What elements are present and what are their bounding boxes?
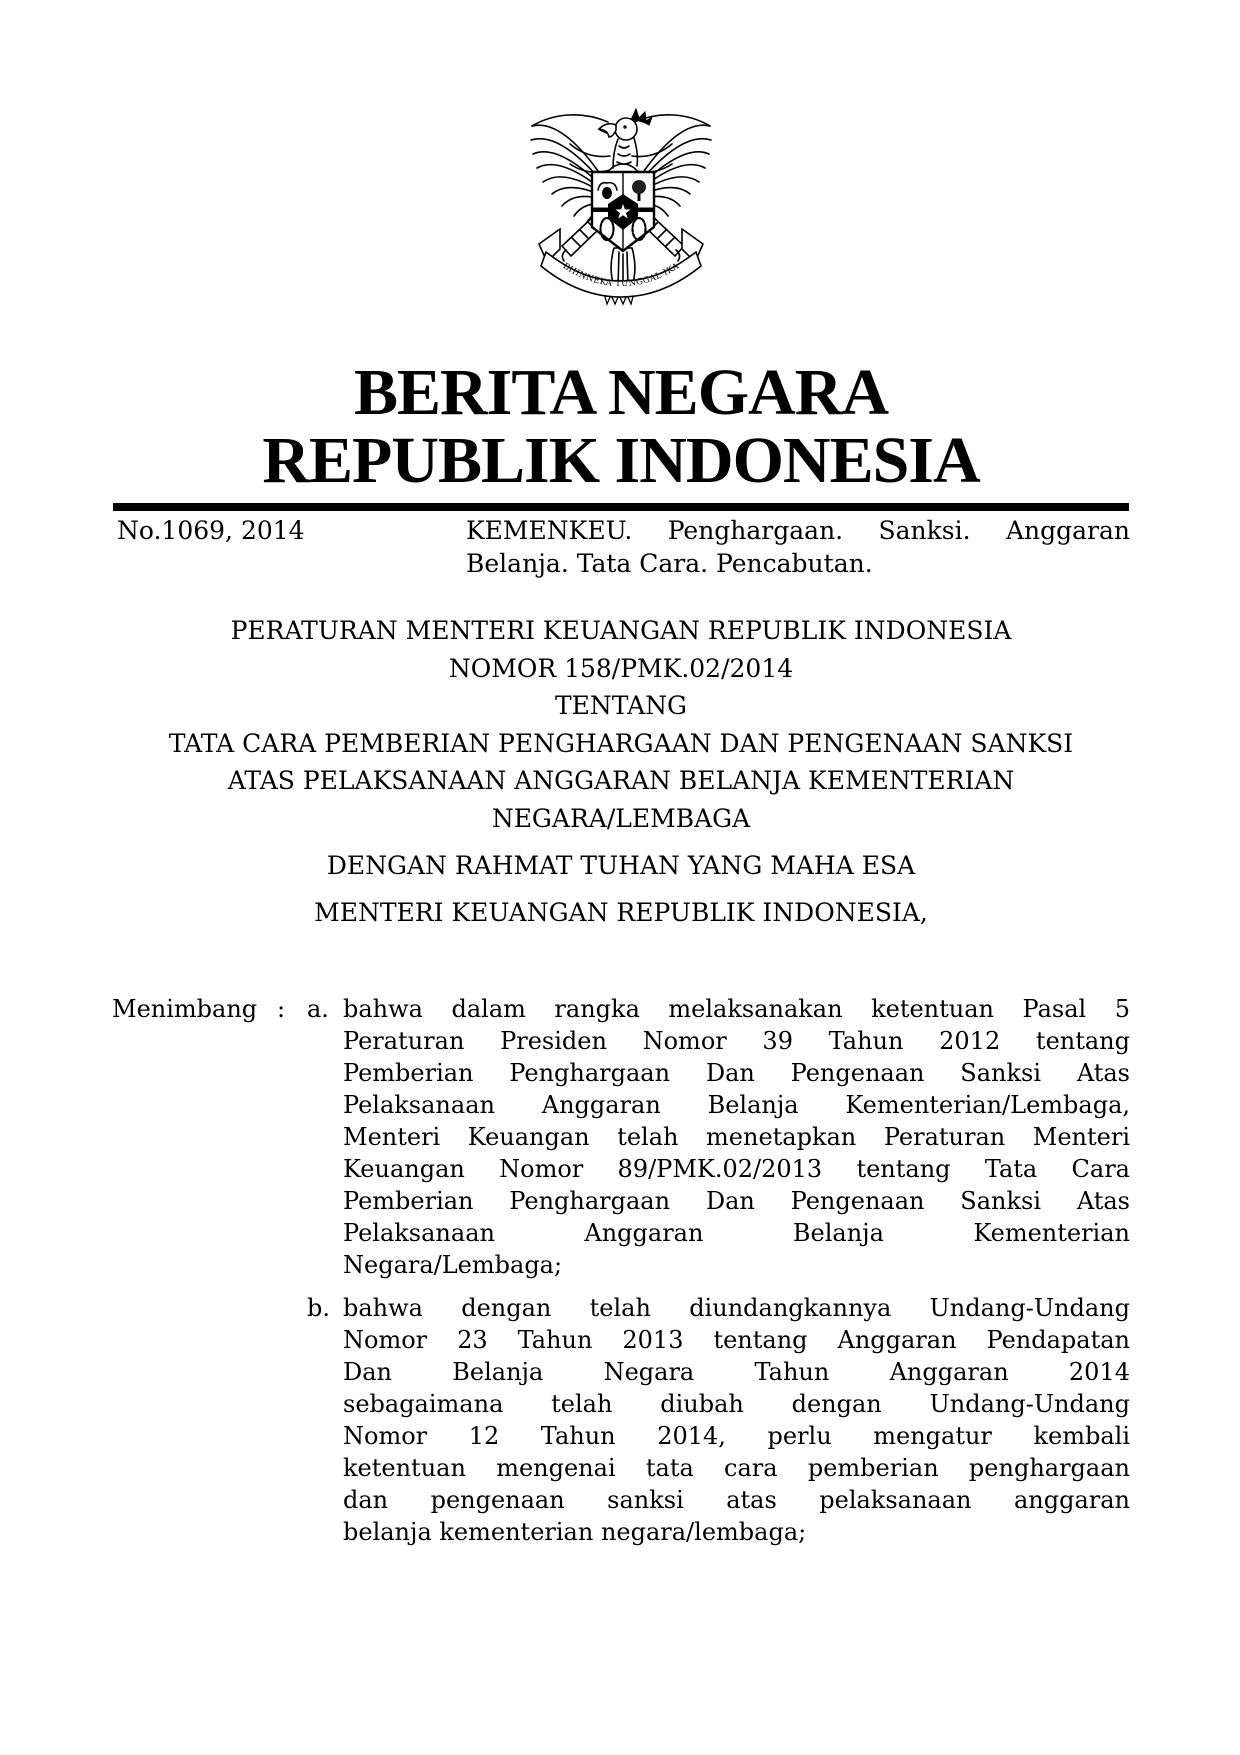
title-line-subject-1: TATA CARA PEMBERIAN PENGHARGAAN DAN PENGENAAN SANKSI <box>168 728 1074 758</box>
text-line: Pelaksanaan Anggaran Belanja Kementerian <box>343 1219 1130 1247</box>
item-letter: a. <box>307 995 329 1023</box>
text-line: dan pengenaan sanksi atas pelaksanaan anggaran <box>343 1486 1130 1514</box>
text-line: Nomor 12 Tahun 2014, perlu mengatur kembali <box>343 1422 1130 1450</box>
gazette-subject-line: Belanja. Tata Cara. Pencabutan. <box>466 549 873 578</box>
emblem-container <box>112 0 1130 316</box>
pancasila-shield <box>592 172 654 251</box>
text-line: Dan Belanja Negara Tahun Anggaran 2014 <box>343 1358 1130 1386</box>
title-line-number: NOMOR 158/PMK.02/2014 <box>448 653 794 683</box>
title-line-subject-3: NEGARA/LEMBAGA <box>491 803 751 833</box>
masthead-divider <box>113 503 1129 511</box>
eagle-head <box>599 109 652 168</box>
considerations-label-spacer <box>112 1292 277 1548</box>
title-line-tentang: TENTANG <box>554 691 687 720</box>
consideration-item-a <box>112 993 1130 1281</box>
item-letter: b. <box>307 1294 330 1322</box>
item-text <box>343 1292 1130 1548</box>
text-line: Nomor 23 Tahun 2013 tentang Anggaran Pendapatan <box>343 1326 1130 1354</box>
title-line-regulation: PERATURAN MENTERI KEUANGAN REPUBLIK INDONESIA <box>230 616 1012 645</box>
gazette-subject-line: KEMENKEU. Penghargaan. Sanksi. Anggaran <box>466 516 1130 545</box>
title-line-subject-2: ATAS PELAKSANAAN ANGGARAN BELANJA KEMENTERIAN <box>227 766 1015 795</box>
text-line: bahwa dengan telah diundangkannya Undang-Undang <box>343 1294 1130 1322</box>
text-line: Menteri Keuangan telah menetapkan Peraturan Menteri <box>343 1123 1130 1151</box>
text-line: belanja kementerian negara/lembaga; <box>343 1518 807 1546</box>
text-line: sebagaimana telah diubah dengan Undang-Undang <box>343 1390 1130 1418</box>
gazette-header-row <box>112 514 1130 580</box>
text-line: Peraturan Presiden Nomor 39 Tahun 2012 tentang <box>343 1027 1130 1055</box>
considerations-colon: : <box>277 995 286 1023</box>
text-line: Pemberian Penghargaan Dan Pengenaan Sanksi Atas <box>343 1059 1130 1087</box>
item-text <box>343 993 1130 1281</box>
consideration-item-b <box>112 1292 1130 1548</box>
gazette-number: No.1069, 2014 <box>117 516 305 545</box>
text-line: bahwa dalam rangka melaksanakan ketentuan Pasal 5 <box>343 995 1130 1023</box>
text-line: Pelaksanaan Anggaran Belanja Kementerian/Lembaga, <box>343 1091 1130 1119</box>
invocation: DENGAN RAHMAT TUHAN YANG MAHA ESA <box>326 851 916 880</box>
motto-text: BHINNEKA TUNGGAL IKA <box>560 261 682 290</box>
masthead <box>112 356 1130 497</box>
text-line: Keuangan Nomor 89/PMK.02/2013 tentang Tata Cara <box>343 1155 1130 1183</box>
text-line: ketentuan mengenai tata cara pemberian penghargaan <box>343 1454 1130 1482</box>
masthead-line-2: REPUBLIK INDONESIA <box>262 424 980 497</box>
authority: MENTERI KEUANGAN REPUBLIK INDONESIA, <box>314 897 928 927</box>
text-line: Negara/Lembaga; <box>343 1251 563 1279</box>
considerations-colon-spacer <box>277 1292 307 1548</box>
gazette-subject <box>466 514 1130 580</box>
text-line: Pemberian Penghargaan Dan Pengenaan Sanksi Atas <box>343 1187 1130 1215</box>
regulation-title-block <box>112 612 1130 837</box>
garuda-pancasila-icon <box>526 96 716 316</box>
considerations-section <box>112 993 1130 1548</box>
masthead-line-1: BERITA NEGARA <box>353 356 889 429</box>
considerations-label: Menimbang <box>112 995 258 1023</box>
